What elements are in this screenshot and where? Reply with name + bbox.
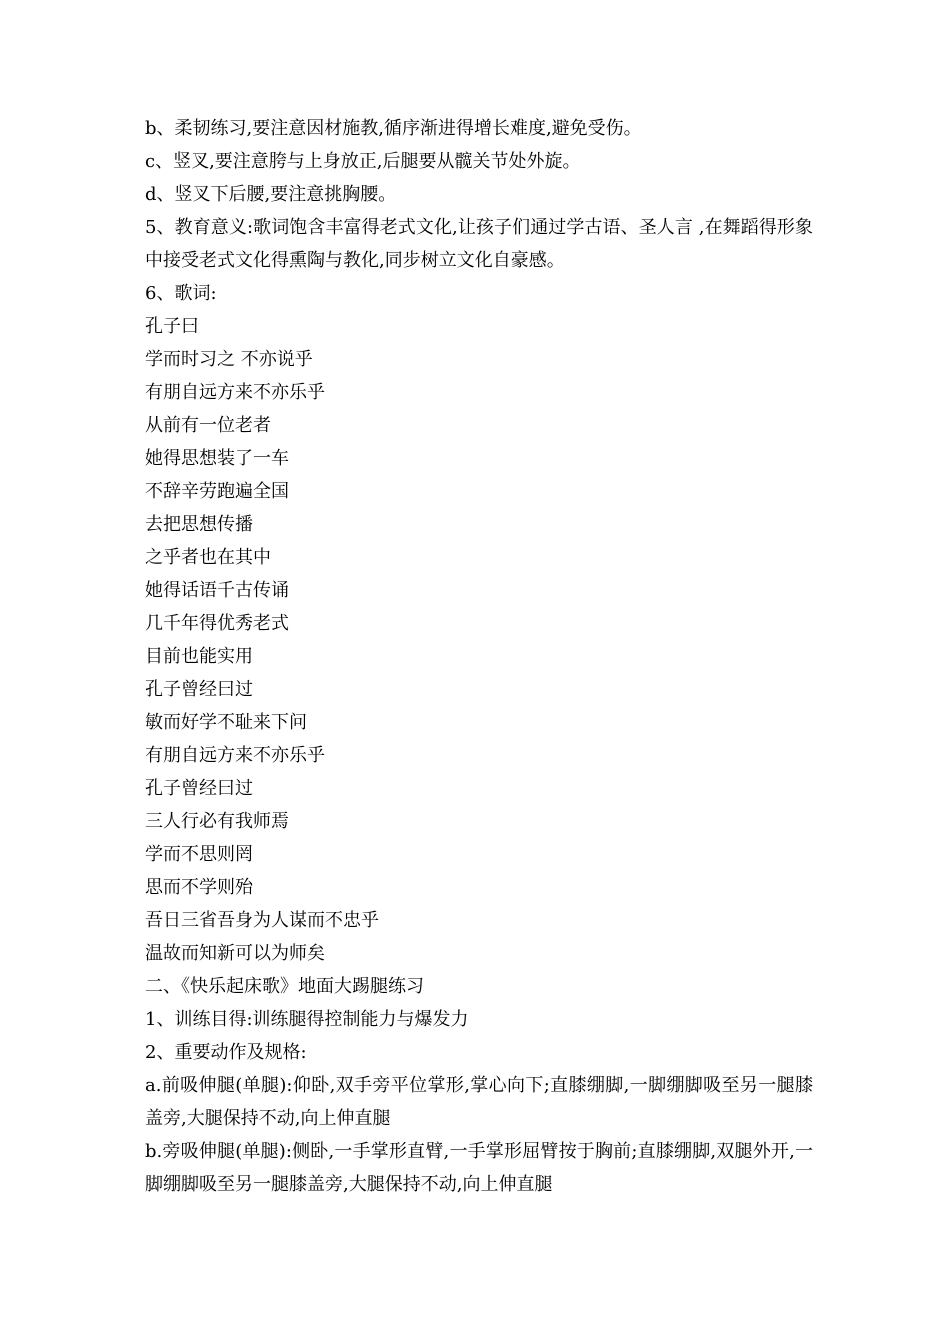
lyric-line: 有朋自远方来不亦乐乎 [145,382,325,403]
lyric-line: 之乎者也在其中 [145,547,271,568]
lyric-line: 从前有一位老者 [145,415,271,436]
section-two-title: 二、《快乐起床歌》地面大踢腿练习 [145,976,424,997]
document-body [145,112,813,1201]
lyric-line: 孔子曰 [145,316,199,337]
lyric-line: 吾日三省吾身为人谋而不忠乎 [145,910,379,931]
lyric-line: 她得思想装了一车 [145,448,289,469]
training-goal: 1、训练目得:训练腿得控制能力与爆发力 [145,1009,469,1030]
lyric-line: 学而不思则罔 [145,844,253,865]
lyric-line: 她得话语千古传诵 [145,580,289,601]
lyrics-heading: 6、歌词: [145,283,217,304]
lyric-line: 孔子曾经曰过 [145,778,253,799]
action-b-paragraph: b.旁吸伸腿(单腿):侧卧,一手掌形直臂,一手掌形屈臂按于胸前;直膝绷脚,双腿外开,一脚绷脚吸至另一腿膝盖旁,大腿保持不动,向上伸直腿 [145,1141,813,1195]
lyric-line: 孔子曾经曰过 [145,679,253,700]
paragraph-education-meaning: 5、教育意义:歌词饱含丰富得老式文化,让孩子们通过学古语、圣人言 ,在舞蹈得形象中接受老式文化得熏陶与教化,同步树立文化自豪感。 [145,217,813,271]
text-line-split-backbend: d、竖叉下后腰,要注意挑胸腰。 [145,184,397,205]
lyric-line: 不辞辛劳跑遍全国 [145,481,289,502]
text-line-flexibility: b、柔韧练习,要注意因材施教,循序渐进得增长难度,避免受伤。 [145,118,642,139]
action-a-paragraph: a.前吸伸腿(单腿):仰卧,双手旁平位掌形,掌心向下;直膝绷脚,一脚绷脚吸至另一腿膝盖旁,大腿保持不动,向上伸直腿 [145,1075,813,1129]
lyric-line: 学而时习之 不亦说乎 [145,349,313,370]
lyric-line: 几千年得优秀老式 [145,613,289,634]
lyric-line: 三人行必有我师焉 [145,811,289,832]
text-line-front-split: c、竖叉,要注意胯与上身放正,后腿要从髋关节处外旋。 [145,151,581,172]
lyric-line: 敏而好学不耻来下问 [145,712,307,733]
lyric-line: 思而不学则殆 [145,877,253,898]
lyric-line: 去把思想传播 [145,514,253,535]
lyric-line: 目前也能实用 [145,646,253,667]
lyric-line: 有朋自远方来不亦乐乎 [145,745,325,766]
lyric-line: 温故而知新可以为师矣 [145,943,325,964]
main-actions-heading: 2、重要动作及规格: [145,1042,307,1063]
